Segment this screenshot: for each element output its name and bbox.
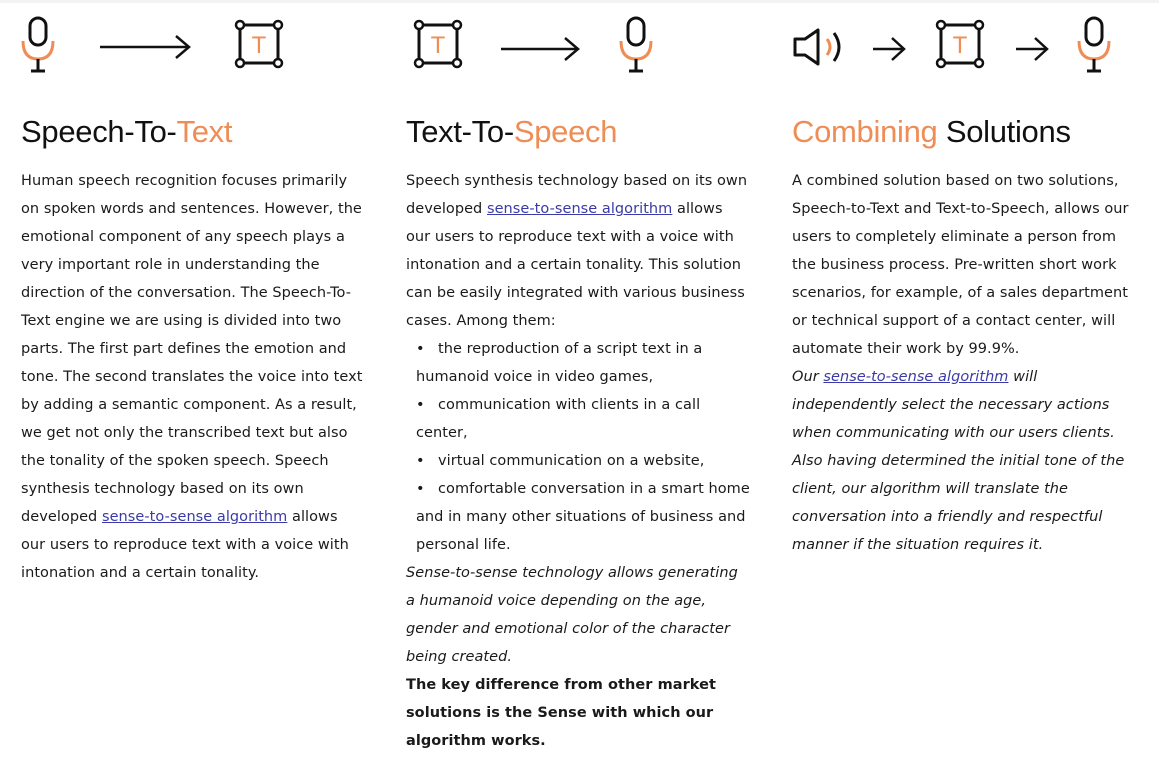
title-accent-text: Text bbox=[176, 114, 233, 149]
section-body bbox=[21, 167, 366, 587]
arrow-right-icon bbox=[1016, 36, 1050, 62]
icon-flow-row bbox=[21, 0, 366, 100]
italic-paragraph: Our sense-to-sense algorithm will independently select the necessary actions when communicating with our users clients. Also having determined the initial tone of the client, our algorithm will translate the conversation into a friendly and respectful manner if the situation requires it. bbox=[792, 369, 1125, 553]
arrow-right-icon bbox=[873, 36, 907, 62]
text-box-icon bbox=[235, 20, 283, 68]
section-title bbox=[406, 114, 617, 150]
list-item: • the reproduction of a script text in a humanoid voice in video games, bbox=[416, 341, 703, 385]
text-to-speech-column bbox=[406, 0, 751, 749]
section-body bbox=[792, 167, 1142, 559]
icon-flow-row bbox=[406, 0, 751, 100]
body-paragraph: A combined solution based on two solutions, Speech-to-Text and Text-to-Speech, allows our users to completely eliminate a person from the business process. Pre-written short work scenarios, for example, of a sales department or technical support of a contact center, will automate their work by 99.9%. bbox=[792, 173, 1129, 357]
list-item: • comfortable conversation in a smart home and in many other situations of business and personal life. bbox=[416, 481, 750, 553]
sense-to-sense-link[interactable]: sense-to-sense algorithm bbox=[101, 509, 288, 525]
body-paragraph: Human speech recognition focuses primarily on spoken words and sentences. However, the emotional component of any speech plays a very important role in understanding the direction of the conversation. The Speech-To-Text engine we are using is divided into two parts. The first part defines the emotion and tone. The second translates the voice into text by adding a semantic component. As a result, we get not only the transcribed text but also the tonality of the spoken speech. Speech synthesis technology based on its own developed sense-to-sense algorithm allows our users to reproduce text with a voice with intonation and a certain tonality. bbox=[21, 173, 363, 581]
title-text: Speech-To- bbox=[21, 114, 177, 149]
list-item: • virtual communication on a website, bbox=[416, 453, 705, 469]
title-text: Solutions bbox=[937, 114, 1071, 149]
microphone-icon bbox=[619, 16, 655, 74]
microphone-icon bbox=[21, 16, 57, 74]
sense-to-sense-link[interactable]: sense-to-sense algorithm bbox=[486, 201, 673, 217]
italic-paragraph: Sense-to-sense technology allows generating a humanoid voice depending on the age, gender and emotional color of the character being created. bbox=[406, 565, 738, 665]
icon-flow-row bbox=[792, 0, 1142, 100]
title-accent-text: Combining bbox=[792, 114, 938, 149]
arrow-right-icon bbox=[501, 35, 581, 63]
list-item: • communication with clients in a call center, bbox=[416, 397, 701, 441]
combining-solutions-column bbox=[792, 0, 1142, 553]
title-text: Text-To- bbox=[406, 114, 514, 149]
section-body bbox=[406, 167, 751, 755]
use-case-list bbox=[406, 335, 751, 559]
bold-paragraph: The key difference from other market solutions is the Sense with which our algorithm works. bbox=[406, 677, 716, 749]
microphone-icon bbox=[1077, 16, 1113, 74]
svg-text:T: T bbox=[952, 32, 968, 59]
body-paragraph: Speech synthesis technology based on its own developed sense-to-sense algorithm allows our users to reproduce text with a voice with intonation and a certain tonality. This solution can be easily integrated with various business cases. Among them: bbox=[406, 173, 748, 329]
sense-to-sense-link[interactable]: sense-to-sense algorithm bbox=[823, 369, 1009, 385]
title-accent-text: Speech bbox=[513, 114, 618, 149]
svg-text:T: T bbox=[430, 32, 446, 59]
section-title bbox=[21, 114, 232, 150]
section-title bbox=[792, 114, 1071, 150]
speaker-icon bbox=[792, 27, 844, 67]
arrow-right-icon bbox=[100, 33, 192, 61]
speech-to-text-column bbox=[21, 0, 366, 581]
text-box-icon bbox=[936, 20, 984, 68]
text-box-icon bbox=[414, 20, 462, 68]
svg-text:T: T bbox=[251, 32, 267, 59]
